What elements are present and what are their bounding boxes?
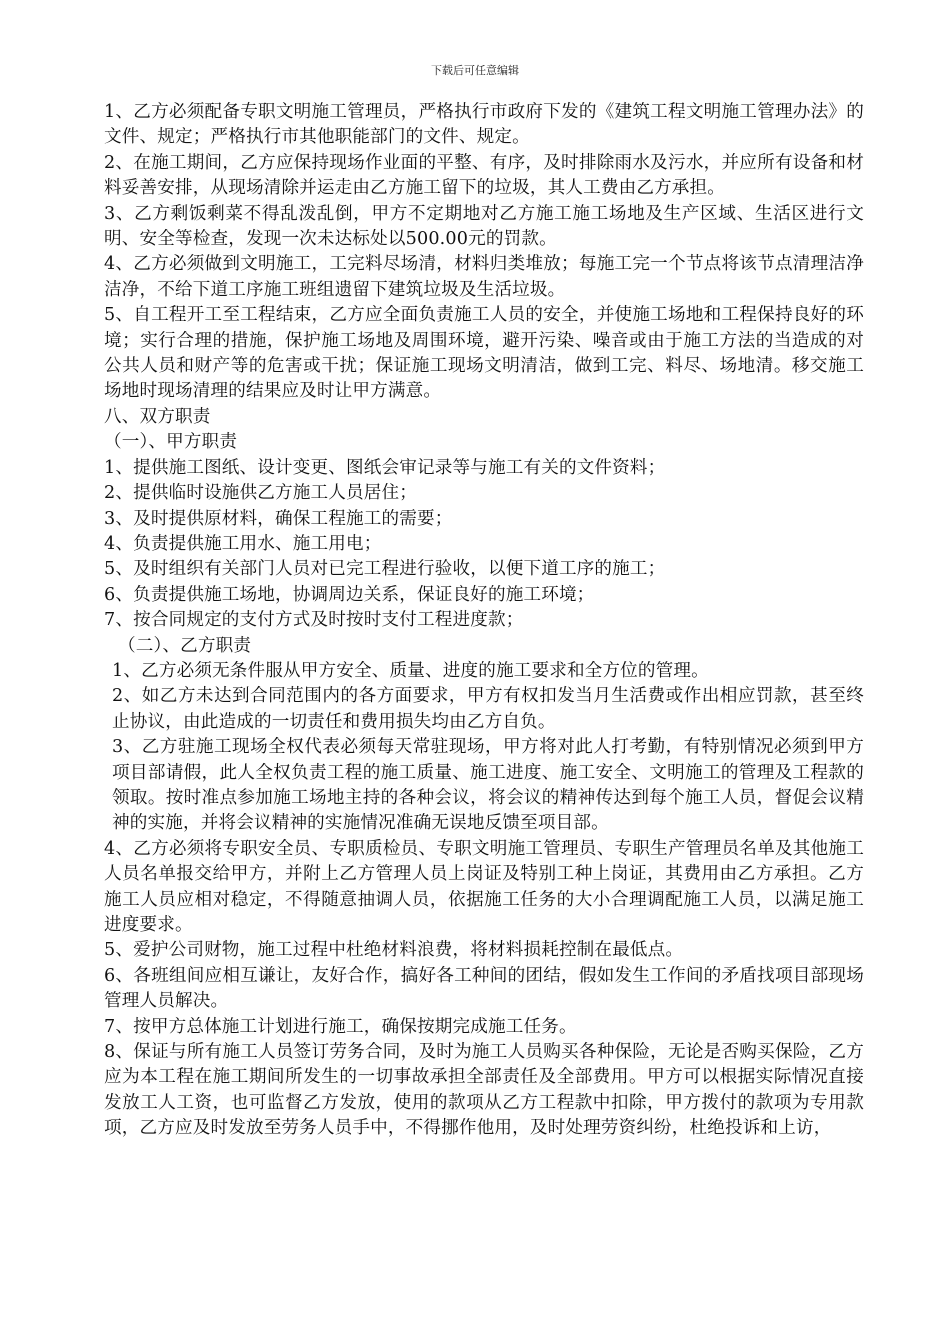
party-a-item-2: 2、提供临时设施供乙方施工人员居住； [104,483,417,504]
party-b-item-8: 8、保证与所有施工人员签订劳务合同，及时为施工人员购买各种保险，无论是否购买保险，乙方应为本工程在施工期间所发生的一切事故承担全部责任及全部费用。甲方可以根据实际情况直接发放工人工资，也可监督乙方发放，使用的款项从乙方工程款中扣除，甲方拨付的款项为专用款项，乙方应及时发放至劳务人员手中，不得挪作他用，及时处理劳资纠纷，杜绝投诉和上访， [104,1042,864,1139]
paragraph-civilized-1: 1、乙方必须配备专职文明施工管理员，严格执行市政府下发的《建筑工程文明施工管理办法》的文件、规定；严格执行市其他职能部门的文件、规定。 [104,102,864,148]
party-b-item-2: 2、如乙方未达到合同范围内的各方面要求，甲方有权扣发当月生活费或作出相应罚款，甚至终止协议，由此造成的一切责任和费用损失均由乙方自负。 [112,686,864,732]
party-a-item-7: 7、按合同规定的支付方式及时按时支付工程进度款； [104,610,524,631]
party-b-item-5: 5、爱护公司财物，施工过程中杜绝材料浪费，将材料损耗控制在最低点。 [104,940,684,961]
party-b-item-7: 7、按甲方总体施工计划进行施工，确保按期完成施工任务。 [104,1016,577,1037]
paragraph-civilized-3: 3、乙方剩饭剩菜不得乱泼乱倒，甲方不定期地对乙方施工施工场地及生产区域、生活区进行文明、安全等检查，发现一次未达标处以500.00元的罚款。 [104,203,864,250]
paragraph-civilized-5: 5、自工程开工至工程结束，乙方应全面负责施工人员的安全，并使施工场地和工程保持良好的环境；实行合理的措施，保护施工场地及周围环境，避开污染、噪音或由于施工方法的当造成的对公共人员和财产等的危害或干扰；保证施工现场文明清洁，做到工完、料尽、场地清。移交施工场地时现场清理的结果应及时让甲方满意。 [104,305,864,402]
party-a-item-1: 1、提供施工图纸、设计变更、图纸会审记录等与施工有关的文件资料； [104,457,666,478]
party-a-item-3: 3、及时提供原材料，确保工程施工的需要； [104,508,453,529]
party-b-item-4: 4、乙方必须将专职安全员、专职质检员、专职文明施工管理员、专职生产管理员名单及其他施工人员名单报交给甲方，并附上乙方管理人员上岗证及特别工种上岗证，其费用由乙方承担。乙方施工人员应相对稳定，不得随意抽调人员，依据施工任务的大小合理调配施工人员，以满足施工进度要求。 [104,838,864,935]
party-b-item-3: 3、乙方驻施工现场全权代表必须每天常驻现场，甲方将对此人打考勤，有特别情况必须到甲方项目部请假，此人全权负责工程的施工质量、施工进度、施工安全、文明施工的管理及工程款的领取。按时准点参加施工场地主持的各种会议，将会议的精神传达到每个施工人员，督促会议精神的实施，并将会议精神的实施情况准确无误地反馈至项目部。 [112,737,864,834]
party-b-item-1: 1、乙方必须无条件服从甲方安全、质量、进度的施工要求和全方位的管理。 [112,660,709,681]
paragraph-civilized-2: 2、在施工期间，乙方应保持现场作业面的平整、有序，及时排除雨水及污水，并应所有设备和材料妥善安排，从现场清除并运走由乙方施工留下的垃圾，其人工费由乙方承担。 [104,152,864,199]
paragraph-civilized-4: 4、乙方必须做到文明施工，工完料尽场清，材料归类堆放；每施工完一个节点将该节点清理洁净洁净，不给下道工序施工班组遗留下建筑垃圾及生活垃圾。 [104,254,864,300]
subsection-heading-party-a: （一）、甲方职责 [104,432,238,453]
party-a-item-5: 5、及时组织有关部门人员对已完工程进行验收，以便下道工序的施工； [104,559,666,580]
party-a-item-6: 6、负责提供施工场地，协调周边关系，保证良好的施工环境； [104,584,595,605]
subsection-heading-party-b: （二）、乙方职责 [118,635,252,656]
page-header: 下载后可任意编辑 [431,64,519,77]
party-a-item-4: 4、负责提供施工用水、施工用电； [104,533,382,554]
section-heading-duties: 八、双方职责 [104,406,211,427]
party-b-item-6: 6、各班组间应相互谦让，友好合作，搞好各工种间的团结，假如发生工作间的矛盾找项目部现场管理人员解决。 [104,965,864,1012]
document-body [104,100,864,1142]
